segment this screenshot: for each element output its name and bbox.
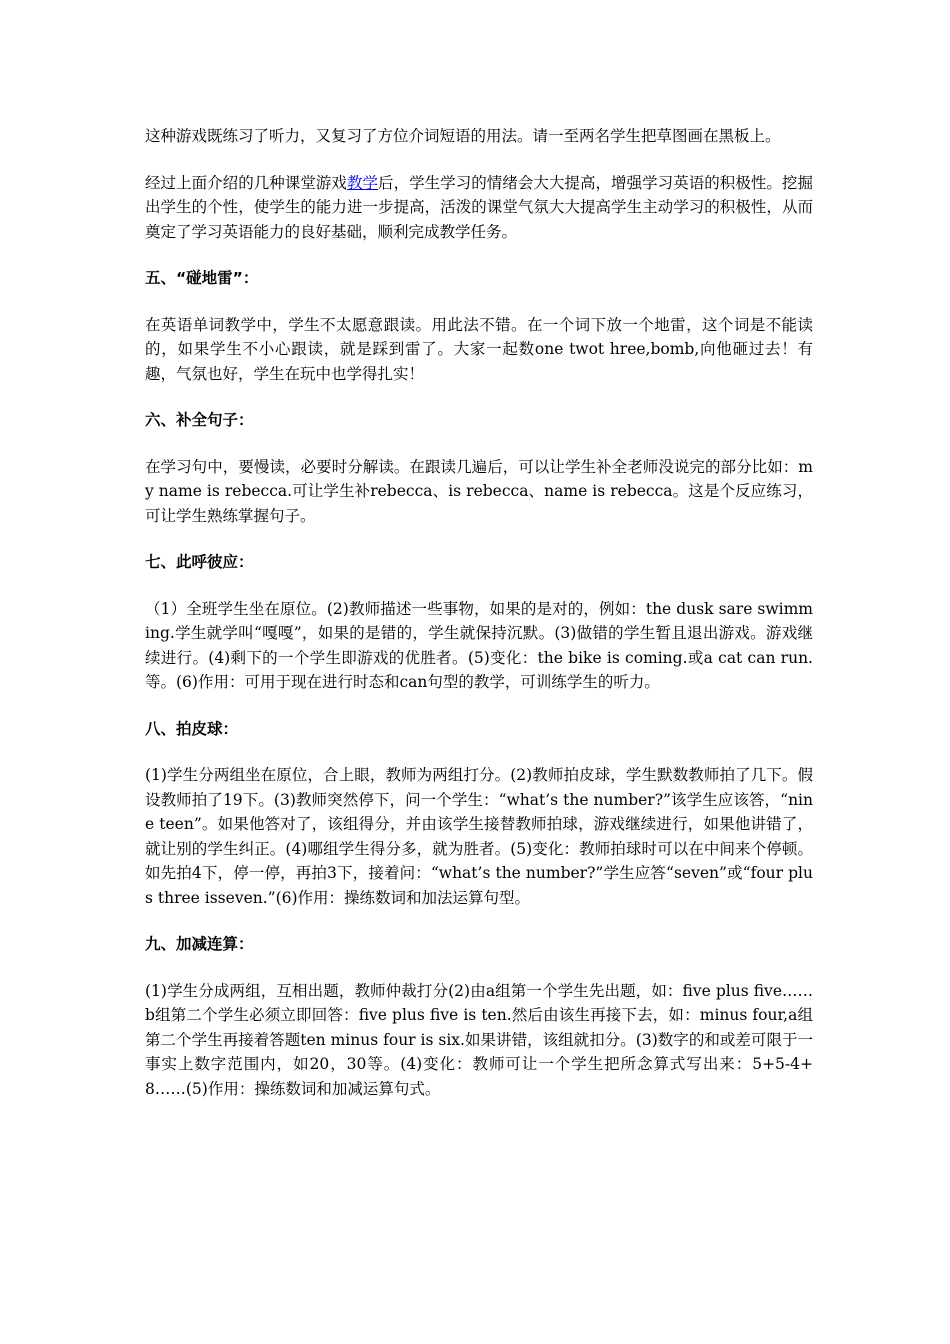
teaching-link[interactable]: 教学 — [346, 173, 379, 192]
section-text-mine-game: 在英语单词教学中，学生不太愿意跟读。用此法不错。在一个词下放一个地雷，这个词是不能读的，如果学生不小心跟读，就是踩到雷了。大家一起数one twot hree,bomb,向他砸过去！有趣，气氛也好，学生在玩中也学得扎实！ — [145, 315, 813, 383]
section-text-call-response: （1）全班学生坐在原位。(2)教师描述一些事物，如果的是对的，例如：the dusk sare swimming.学生就学叫“嘎嘎”，如果的是错的，学生就保持沉默。(3)做错的学生暂且退出游戏。游戏继续进行。(4)剩下的一个学生即游戏的优胜者。(5)变化：the bike is coming.或a cat can run.等。(6)作用：可用于现在进行时态和can句型的教学，可训练学生的听力。 — [145, 599, 813, 691]
section-text-bounce-ball: (1)学生分两组坐在原位，合上眼，教师为两组打分。(2)教师拍皮球，学生默数教师拍了几下。假设教师拍了19下。(3)教师突然停下，问一个学生：“what’s the number?”该学生应该答，“nine teen”。如果他答对了，该组得分，并由该学生接替教师拍球，游戏继续进行，如果他讲错了，就让别的学生纠正。(4)哪组学生得分多，就为胜者。(5)变化：教师拍球时可以在中间来个停顿。如先拍4下，停一停，再拍3下，接着问：“what’s the number?”学生应答“seven”或“four plus three isseven.”(6)作用：操练数词和加法运算句型。 — [145, 766, 813, 907]
section-heading-add-subtract: 九、加减连算： — [145, 935, 254, 953]
section-text-add-subtract: (1)学生分成两组，互相出题，教师仲裁打分(2)由a组第一个学生先出题，如：five plus five……b组第二个学生必须立即回答：five plus five is ten.然后由该生再接下去，如：minus four,a组第二个学生再接着答题ten minus four is six.如果讲错，该组就扣分。(3)数字的和或差可限于一事实上数字范围内，如20，30等。(4)变化：教师可让一个学生把所念算式写出来：5+5-4+8……(5)作用：操练数词和加减运算句式。 — [145, 981, 813, 1098]
intro-paragraph-1: 这种游戏既练习了听力，又复习了方位介词短语的用法。请一至两名学生把草图画在黑板上。 — [145, 127, 781, 145]
intro-text-before-link: 经过上面介绍的几种课堂游戏 — [145, 173, 347, 192]
section-heading-bounce-ball: 八、拍皮球： — [145, 719, 239, 738]
section-text-complete-sentence: 在学习句中，要慢读，必要时分解读。在跟读几遍后，可以让学生补全老师没说完的部分比如：my name is rebecca.可让学生补rebecca、is rebecca、name is rebecca。这是个反应练习，可让学生熟练掌握句子。 — [145, 457, 813, 525]
intro-paragraph-2 — [145, 171, 813, 245]
section-heading-mine-game: 五、“碰地雷”： — [145, 269, 259, 287]
section-heading-call-response: 七、此呼彼应： — [145, 553, 254, 571]
document-page — [145, 124, 813, 1123]
intro-text-after-link: 后，学生学习的情绪会大大提高，增强学习英语的积极性。挖掘出学生的个性，使学生的能力进一步提高，活泼的课堂气氛大大提高学生主动学习的积极性，从而奠定了学习英语能力的良好基础，顺利完成教学任务。 — [145, 173, 813, 241]
section-heading-complete-sentence: 六、补全句子： — [145, 411, 254, 429]
